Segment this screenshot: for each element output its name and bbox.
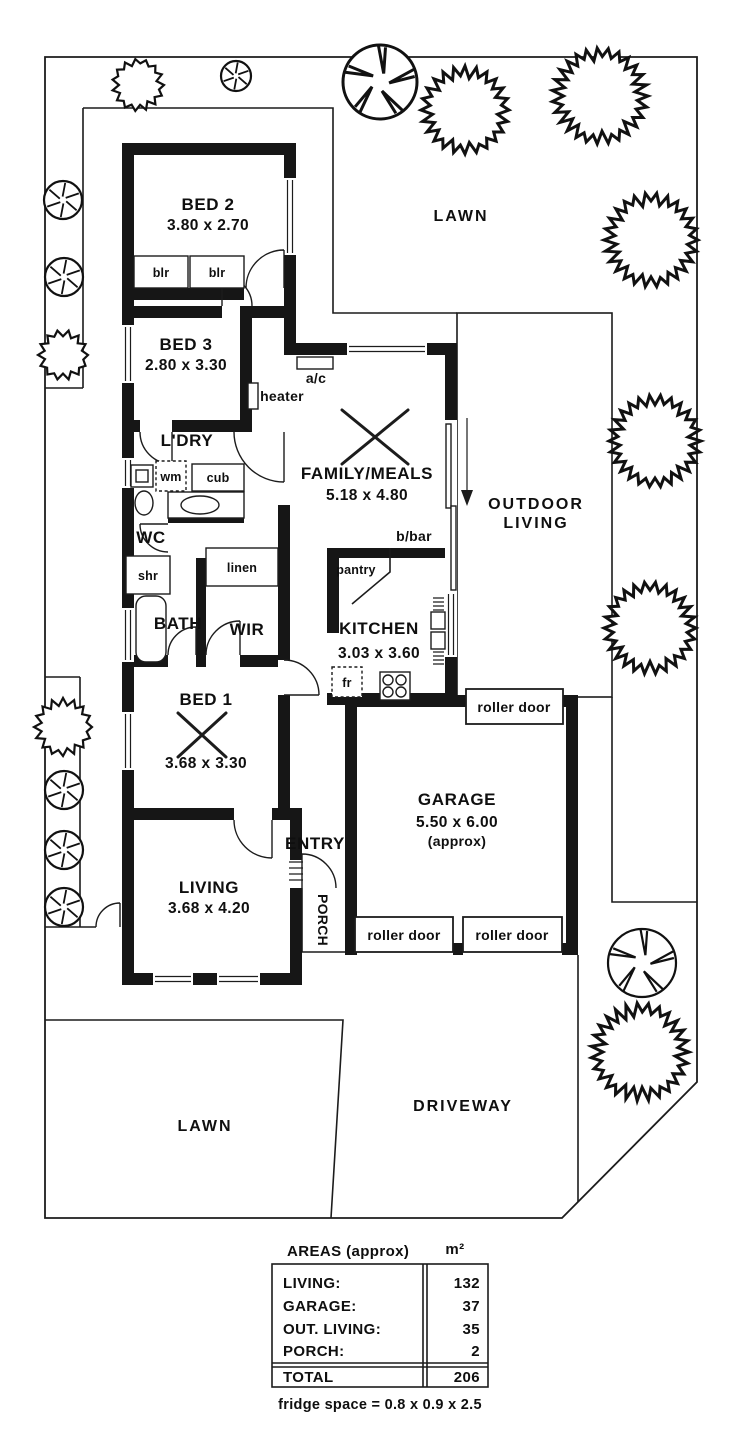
tree-spiky-icon <box>34 698 92 756</box>
areas-row-value: 2 <box>471 1343 480 1360</box>
tree-spiky-icon <box>591 1003 689 1101</box>
tree-spiky-icon <box>113 59 164 111</box>
roller-door-right-label: roller door <box>475 927 549 943</box>
trough-sink <box>181 496 219 514</box>
areas-row-value: 35 <box>462 1321 480 1338</box>
bath-label: BATH <box>153 614 203 633</box>
outdoor-living-label-2: LIVING <box>503 515 569 532</box>
tree-star-icon <box>45 888 83 926</box>
wc-label: WC <box>136 528 166 547</box>
cooktop <box>380 672 410 700</box>
garage-note: (approx) <box>427 833 487 849</box>
cub-label: cub <box>206 471 230 485</box>
laundry-label: L'DRY <box>160 431 214 450</box>
entry-label: ENTRY <box>285 834 345 853</box>
ac-unit <box>297 357 333 369</box>
tree-star-icon <box>45 771 83 809</box>
fr-label: fr <box>342 676 352 690</box>
ceiling-fan-bed1 <box>178 713 226 757</box>
bed3-label: BED 3 <box>159 335 213 354</box>
sliding-door-arrow <box>461 418 473 506</box>
pantry-label: pantry <box>336 563 376 577</box>
areas-table-unit: m² <box>445 1241 465 1258</box>
ac-label: a/c <box>305 370 327 386</box>
areas-row-label: GARAGE: <box>283 1298 357 1315</box>
tree-spiky-icon <box>552 48 648 144</box>
wc-pan <box>135 491 153 515</box>
porch-label: PORCH <box>315 893 331 947</box>
outdoor-living-label-1: OUTDOOR <box>488 496 584 513</box>
areas-total-value: 206 <box>453 1369 480 1386</box>
tree-pin-icon <box>343 45 417 119</box>
wir-label: WIR <box>229 620 265 639</box>
areas-row-label: OUT. LIVING: <box>283 1321 382 1338</box>
fridge-note: fridge space = 0.8 x 0.9 x 2.5 <box>278 1397 482 1413</box>
roller-door-top-label: roller door <box>477 699 551 715</box>
heater-unit <box>248 383 258 409</box>
bed3-dims: 2.80 x 3.30 <box>145 357 227 374</box>
bed1-label: BED 1 <box>179 690 233 709</box>
blr1-label: blr <box>152 266 170 280</box>
tree-spiky-icon <box>609 395 701 486</box>
tree-spiky-icon <box>604 193 698 286</box>
linen-label: linen <box>226 561 258 575</box>
bbar-label: b/bar <box>396 528 432 544</box>
tree-star-icon <box>45 831 83 869</box>
living-dims: 3.68 x 4.20 <box>168 900 250 917</box>
living-label: LIVING <box>178 878 240 897</box>
areas-total-label: TOTAL <box>283 1369 334 1386</box>
tree-spiky-icon <box>421 66 509 154</box>
tree-star-icon <box>221 61 251 91</box>
garage-dims: 5.50 x 6.00 <box>416 814 498 831</box>
tree-star-icon <box>44 181 82 219</box>
family-dims: 5.18 x 4.80 <box>326 487 408 504</box>
bed1-dims: 3.68 x 3.30 <box>165 755 247 772</box>
areas-row-value: 37 <box>462 1298 480 1315</box>
bed2-label: BED 2 <box>181 195 235 214</box>
heater-label: heater <box>260 388 304 404</box>
shr-label: shr <box>137 569 159 583</box>
areas-row-value: 132 <box>453 1275 480 1292</box>
kitchen-label: KITCHEN <box>339 619 419 638</box>
tree-star-icon <box>45 258 83 296</box>
garage-label: GARAGE <box>417 790 497 809</box>
bed2-dims: 3.80 x 2.70 <box>167 217 249 234</box>
family-label: FAMILY/MEALS <box>300 464 434 483</box>
lawn-top-label: LAWN <box>433 208 489 225</box>
kitchen-sink <box>431 598 445 664</box>
roller-door-left-label: roller door <box>367 927 441 943</box>
kitchen-dims: 3.03 x 3.60 <box>338 645 420 662</box>
areas-table <box>272 1241 488 1413</box>
ceiling-fan-family <box>342 410 408 464</box>
tree-spiky-icon <box>604 582 696 673</box>
tree-pin-icon <box>608 929 676 997</box>
wm-label: wm <box>160 470 182 484</box>
blr2-label: blr <box>208 266 226 280</box>
areas-table-title: AREAS (approx) <box>287 1243 410 1260</box>
areas-row-label: PORCH: <box>283 1343 345 1360</box>
areas-row-label: LIVING: <box>283 1275 341 1292</box>
driveway-label: DRIVEWAY <box>413 1098 513 1115</box>
lawn-bottom-label: LAWN <box>177 1118 233 1135</box>
